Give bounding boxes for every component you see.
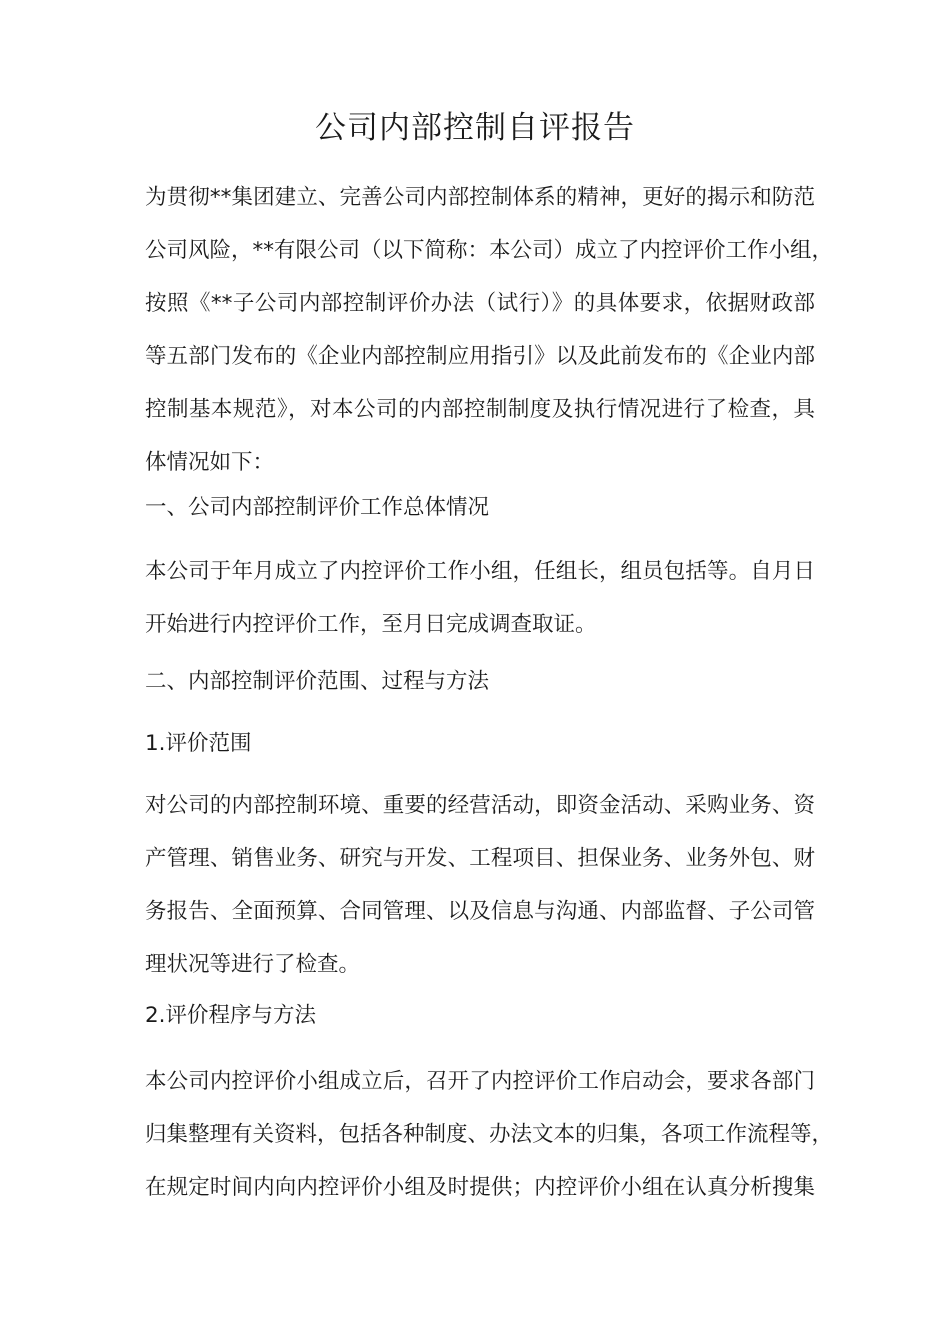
intro-paragraph — [145, 171, 834, 489]
paragraph-line: 等五部门发布的《企业内部控制应用指引》以及此前发布的《企业内部 — [145, 344, 815, 369]
section-heading-1: 一、公司内部控制评价工作总体情况 — [145, 495, 490, 520]
paragraph-line: 本公司内控评价小组成立后，召开了内控评价工作启动会，要求各部门 — [145, 1069, 815, 1094]
paragraph-line: 公司风险，**有限公司（以下简称：本公司）成立了内控评价工作小组， — [145, 238, 834, 263]
paragraph-line: 体情况如下： — [145, 450, 275, 475]
paragraph-line: 控制基本规范》，对本公司的内部控制制度及执行情况进行了检查，具 — [145, 397, 815, 422]
paragraph-line: 对公司的内部控制环境、重要的经营活动，即资金活动、采购业务、资 — [145, 793, 815, 818]
paragraph-line: 理状况等进行了检查。 — [145, 952, 361, 977]
sub2-paragraph — [145, 1055, 834, 1214]
paragraph-line: 开始进行内控评价工作，至月日完成调查取证。 — [145, 612, 597, 637]
section-heading-2: 二、内部控制评价范围、过程与方法 — [145, 669, 490, 694]
sub1-paragraph — [145, 779, 815, 991]
paragraph-line: 在规定时间内向内控评价小组及时提供；内控评价小组在认真分析搜集 — [145, 1175, 815, 1200]
subsection-heading-1: 1.评价范围 — [145, 731, 252, 756]
paragraph-line: 归集整理有关资料，包括各种制度、办法文本的归集，各项工作流程等， — [145, 1122, 834, 1147]
paragraph-line: 产管理、销售业务、研究与开发、工程项目、担保业务、业务外包、财 — [145, 846, 815, 871]
paragraph-line: 为贯彻**集团建立、完善公司内部控制体系的精神，更好的揭示和防范 — [145, 185, 815, 210]
paragraph-line: 务报告、全面预算、合同管理、以及信息与沟通、内部监督、子公司管 — [145, 899, 815, 924]
section1-paragraph — [145, 545, 815, 651]
subsection-heading-2: 2.评价程序与方法 — [145, 1003, 317, 1028]
paragraph-line: 按照《**子公司内部控制评价办法（试行）》的具体要求，依据财政部 — [145, 291, 815, 316]
document-title: 公司内部控制自评报告 — [315, 110, 635, 146]
paragraph-line: 本公司于年月成立了内控评价工作小组，任组长，组员包括等。自月日 — [145, 559, 815, 584]
